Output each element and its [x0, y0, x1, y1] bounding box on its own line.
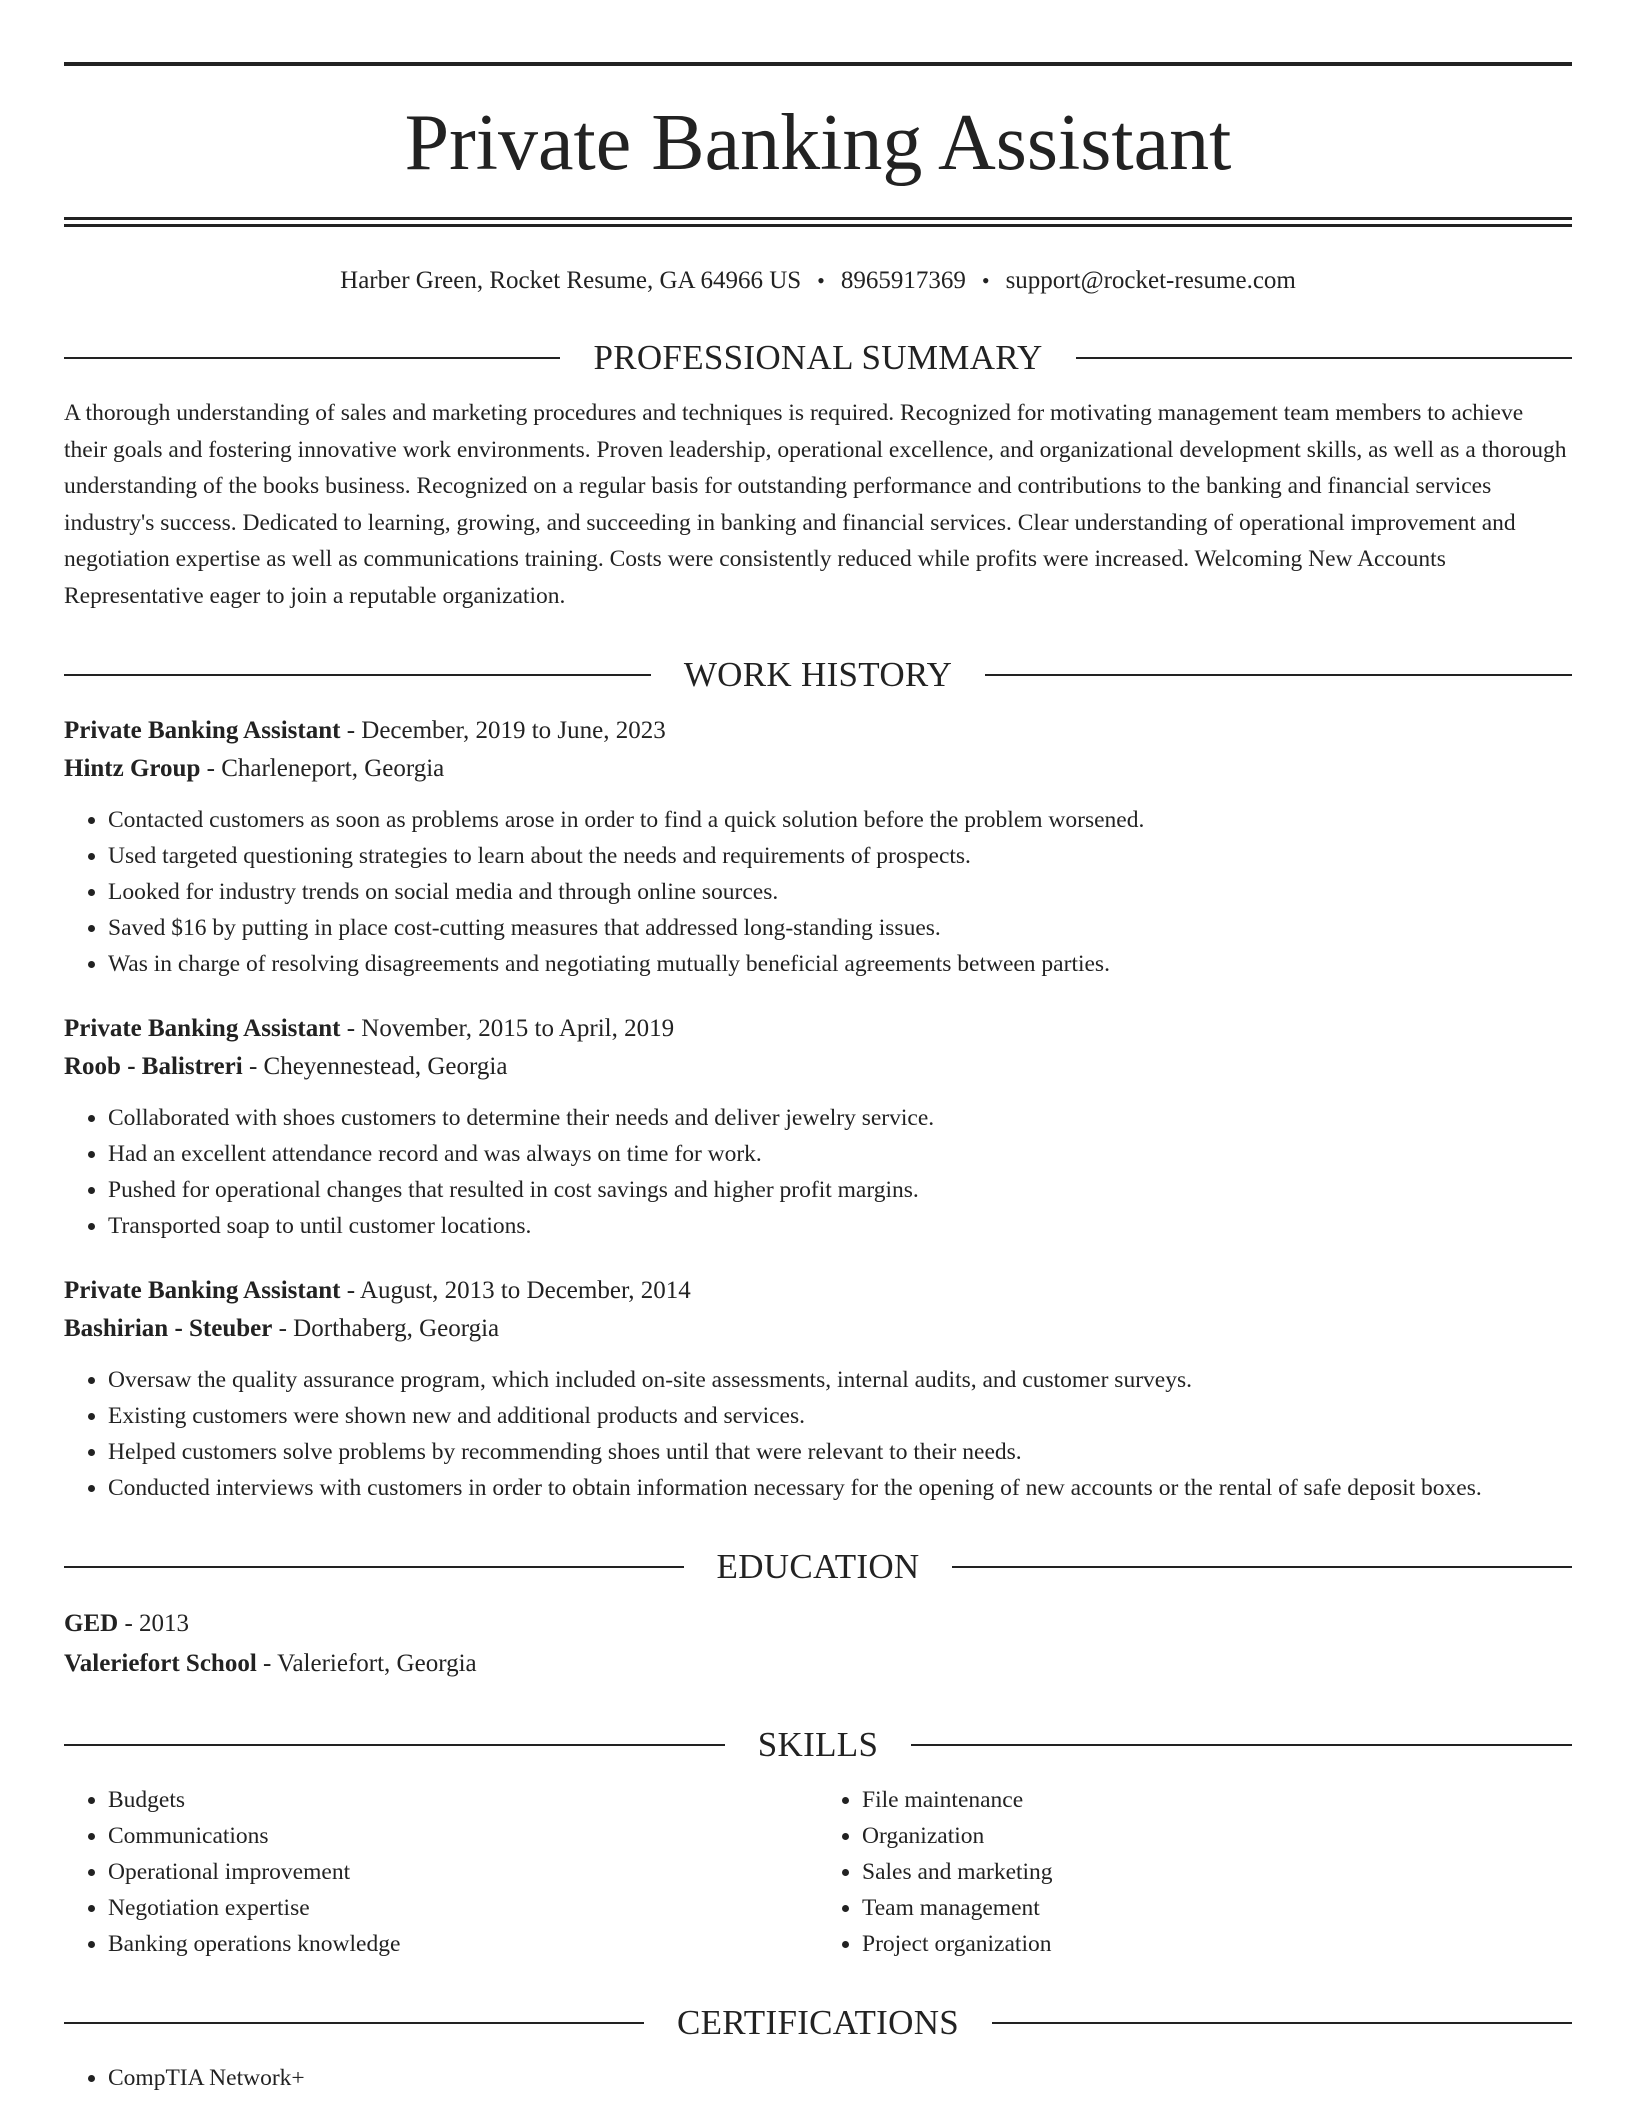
list-item: • Looked for industry trends on social media and through online sources.	[108, 874, 1572, 910]
job-company-line	[64, 1310, 1572, 1348]
list-item: • Budgets	[108, 1782, 818, 1818]
job-title: Private Banking Assistant	[64, 717, 341, 744]
contact-address: Harber Green, Rocket Resume, GA 64966 US	[340, 267, 802, 294]
list-item: • Transported soap to until customer locations.	[108, 1208, 1572, 1244]
job-bullets	[64, 1100, 1572, 1244]
list-item: • Negotiation expertise	[108, 1890, 818, 1926]
list-item: • Collaborated with shoes customers to determine their needs and deliver jewelry service.	[108, 1100, 1572, 1136]
list-item: • Existing customers were shown new and additional products and services.	[108, 1398, 1572, 1434]
list-item: • Helped customers solve problems by recommending shoes until that were relevant to their needs.	[108, 1434, 1572, 1470]
job-company-line	[64, 750, 1572, 788]
section-heading-certifications	[64, 2002, 1572, 2044]
section-heading-summary	[64, 337, 1572, 379]
list-item: • Banking operations knowledge	[108, 1926, 818, 1962]
skills-grid	[64, 1782, 1572, 1962]
contact-phone: 8965917369	[840, 267, 966, 294]
job-company: Hintz Group	[64, 755, 201, 782]
job-bullets	[64, 802, 1572, 982]
list-item: • Was in charge of resolving disagreements and negotiating mutually beneficial agreements between parties.	[108, 946, 1572, 982]
list-item: • Conducted interviews with customers in order to obtain information necessary for the opening of new accounts or the rental of safe deposit boxes.	[108, 1470, 1572, 1506]
education-school: Valeriefort School	[64, 1650, 257, 1677]
heading-rule	[985, 674, 1572, 676]
heading-rule	[992, 2022, 1572, 2024]
list-item: • Sales and marketing	[862, 1854, 1572, 1890]
section-title: CERTIFICATIONS	[676, 2003, 960, 2042]
list-item: • Saved $16 by putting in place cost-cutting measures that addressed long-standing issues.	[108, 910, 1572, 946]
heading-rule	[952, 1566, 1572, 1568]
title-double-rule	[64, 217, 1572, 227]
job-title-line	[64, 1010, 1572, 1048]
job-company-line	[64, 1048, 1572, 1086]
contact-separator: •	[817, 268, 825, 293]
job-title: Private Banking Assistant	[64, 1015, 341, 1042]
heading-rule	[64, 357, 560, 359]
heading-rule	[1076, 357, 1572, 359]
job-company: Roob - Balistreri	[64, 1053, 243, 1080]
heading-rule	[64, 674, 651, 676]
section-heading-work	[64, 654, 1572, 696]
contact-line	[64, 265, 1572, 297]
job-title-line	[64, 1272, 1572, 1310]
job-location: - Dorthaberg, Georgia	[272, 1315, 500, 1342]
contact-separator: •	[981, 268, 990, 293]
list-item: • Used targeted questioning strategies to learn about the needs and requirements of prospects.	[108, 838, 1572, 874]
section-title: PROFESSIONAL SUMMARY	[593, 338, 1043, 377]
list-item: • Communications	[108, 1818, 818, 1854]
summary-text: A thorough understanding of sales and marketing procedures and techniques is required. Recognized for motivating management team members to achieve their goals and fostering innovative work environments. Proven leadership, operational excellence, and organizational development skills, as well as a thorough understanding of the books business. Recognized on a regular basis for outstanding performance and contributions to the banking and financial services industry's success. Dedicated to learning, growing, and succeeding in banking and financial services. Clear understanding of operational improvement and negotiation expertise as well as communications training. Costs were consistently reduced while profits were increased. Welcoming New Accounts Representative eager to join a reputable organization.	[64, 400, 1567, 609]
skills-list-right	[818, 1782, 1572, 1962]
resume-title: Private Banking Assistant	[404, 99, 1232, 187]
job-location: - Cheyennestead, Georgia	[242, 1053, 508, 1080]
section-heading-skills	[64, 1724, 1572, 1766]
list-item: • Had an excellent attendance record and was always on time for work.	[108, 1136, 1572, 1172]
job-entry	[64, 1010, 1572, 1244]
section-title: SKILLS	[757, 1725, 879, 1764]
section-title: EDUCATION	[716, 1547, 920, 1586]
job-dates: - December, 2019 to June, 2023	[340, 717, 666, 744]
heading-rule	[64, 2022, 644, 2024]
list-item: • CompTIA Network+	[108, 2060, 1572, 2096]
list-item: • Organization	[862, 1818, 1572, 1854]
education-degree-line	[64, 1604, 1572, 1644]
list-item: • Oversaw the quality assurance program, which included on-site assessments, internal audits, and customer surveys.	[108, 1362, 1572, 1398]
education-location: - Valeriefort, Georgia	[256, 1650, 477, 1677]
list-item: • Contacted customers as soon as problems arose in order to find a quick solution before the problem worsened.	[108, 802, 1572, 838]
heading-rule	[64, 1744, 725, 1746]
list-item: • Operational improvement	[108, 1854, 818, 1890]
education-school-line	[64, 1644, 1572, 1684]
job-title-line	[64, 712, 1572, 750]
list-item: • File maintenance	[862, 1782, 1572, 1818]
top-rule	[64, 62, 1572, 66]
certifications-list	[64, 2060, 1572, 2096]
heading-rule	[911, 1744, 1572, 1746]
job-bullets	[64, 1362, 1572, 1506]
job-entry	[64, 1272, 1572, 1506]
section-title: WORK HISTORY	[683, 655, 953, 694]
job-dates: - August, 2013 to December, 2014	[340, 1277, 691, 1304]
job-entry	[64, 712, 1572, 982]
job-title: Private Banking Assistant	[64, 1277, 341, 1304]
job-company: Bashirian - Steuber	[64, 1315, 273, 1342]
list-item: • Pushed for operational changes that resulted in cost savings and higher profit margins.	[108, 1172, 1572, 1208]
job-dates: - November, 2015 to April, 2019	[340, 1015, 675, 1042]
list-item: • Team management	[862, 1890, 1572, 1926]
contact-email[interactable]: support@rocket-resume.com	[1005, 267, 1296, 294]
resume-page	[64, 62, 1572, 2096]
skills-list-left	[64, 1782, 818, 1962]
education-year: - 2013	[118, 1610, 190, 1637]
section-heading-education	[64, 1546, 1572, 1588]
heading-rule	[64, 1566, 684, 1568]
job-location: - Charleneport, Georgia	[200, 755, 445, 782]
list-item: • Project organization	[862, 1926, 1572, 1962]
education-degree: GED	[64, 1610, 119, 1637]
